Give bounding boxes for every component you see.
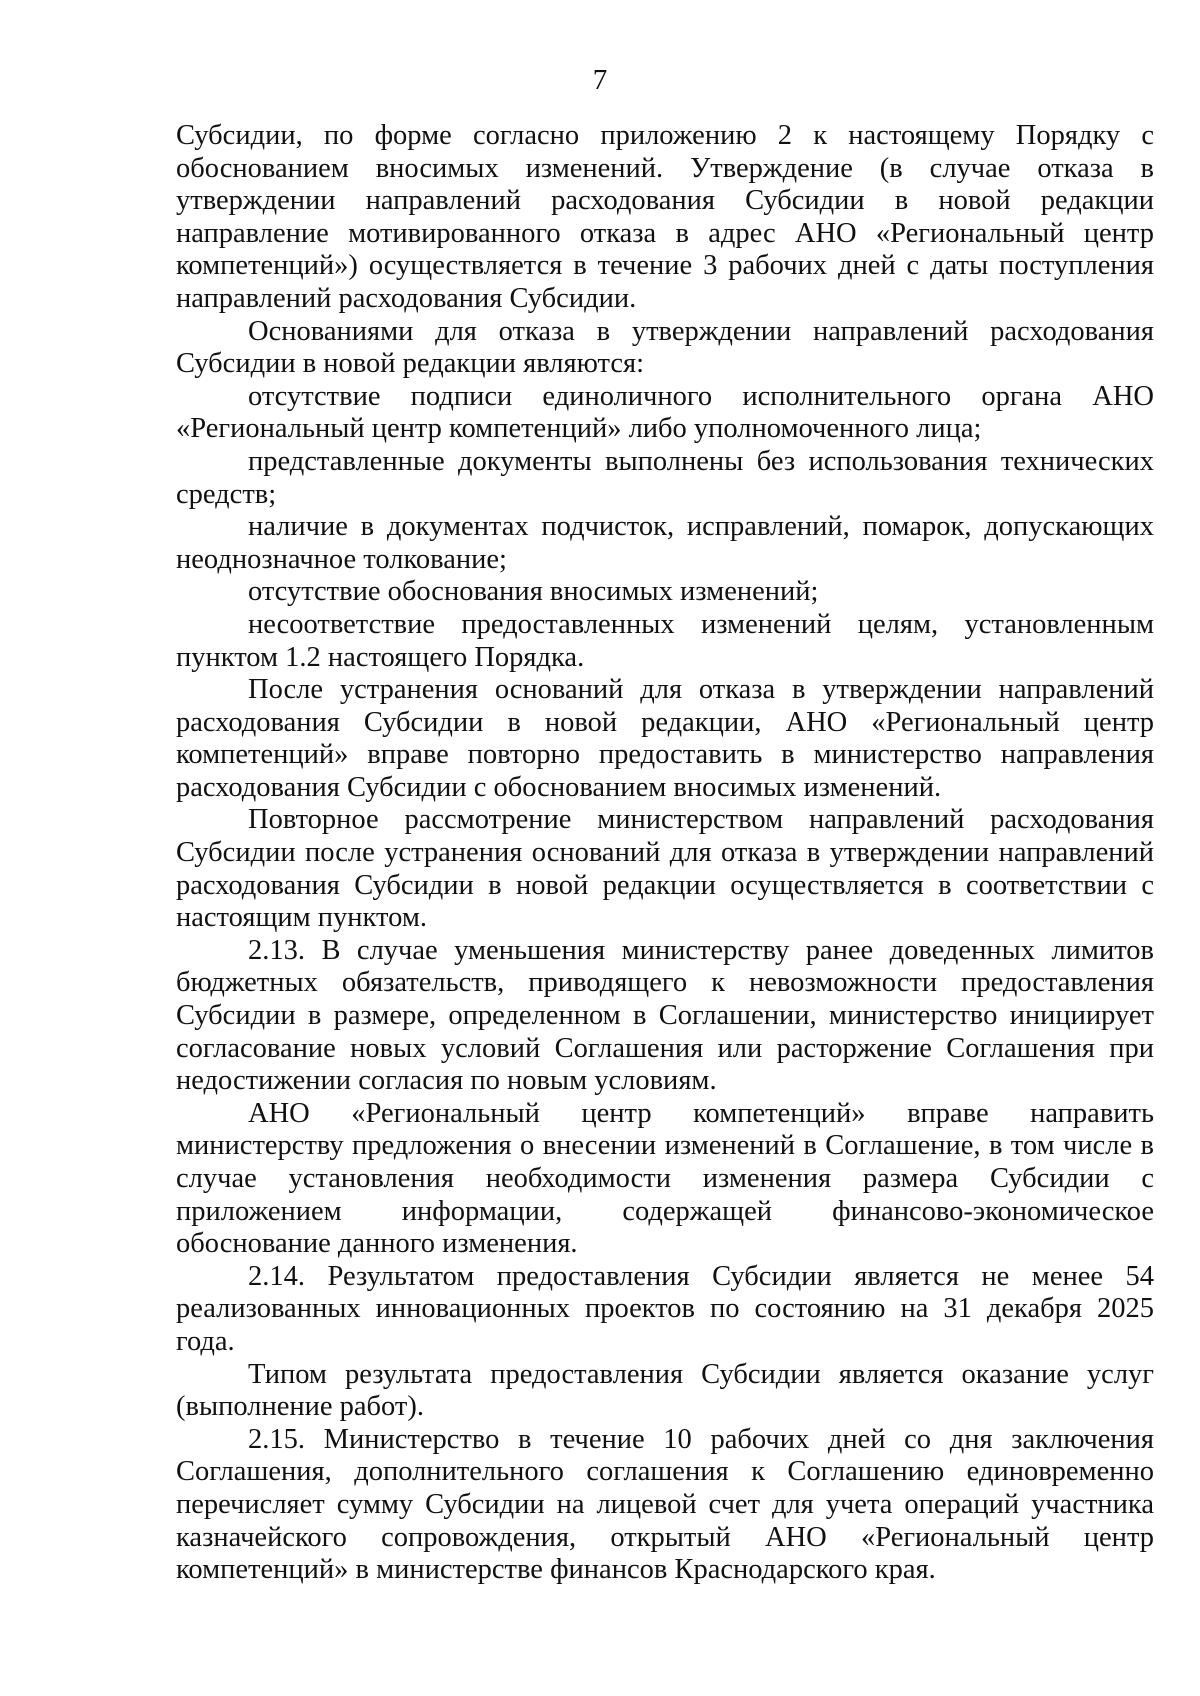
paragraph-amendment-proposals: АНО «Региональный центр компетенций» вправе направить министерству предложения о внесении изменений в Соглашение, в том числе в случае установления необходимости изменения размера Субсидии с приложением информации, содержащей финансово-экономическое обоснование данного изменения. xyxy=(176,1097,1154,1260)
paragraph-result-type: Типом результата предоставления Субсидии является оказание услуг (выполнение работ). xyxy=(176,1358,1154,1423)
paragraph-2-14: 2.14. Результатом предоставления Субсидии является не менее 54 реализованных инновационных проектов по состоянию на 31 декабря 2025 года. xyxy=(176,1260,1154,1357)
paragraph-repeated-review: Повторное рассмотрение министерством направлений расходования Субсидии после устранения оснований для отказа в утверждении направлений расходования Субсидии в новой редакции осуществляется в соответствии с настоящим пунктом. xyxy=(176,804,1154,934)
paragraph-2-15: 2.15. Министерство в течение 10 рабочих дней со дня заключения Соглашения, дополнительного соглашения к Соглашению единовременно перечисляет сумму Субсидии на лицевой счет для учета операций участника казначейского сопровождения, открытый АНО «Региональный центр компетенций» в министерстве финансов Краснодарского края. xyxy=(176,1423,1154,1586)
paragraph-refusal-grounds-intro: Основаниями для отказа в утверждении направлений расходования Субсидии в новой редакции являются: xyxy=(176,315,1154,380)
paragraph-ground-corrections: наличие в документах подчисток, исправлений, помарок, допускающих неоднозначное толкование; xyxy=(176,511,1154,575)
paragraph-ground-no-technical-means: представленные документы выполнены без использования технических средств; xyxy=(176,445,1154,510)
paragraph-resubmission: После устранения оснований для отказа в утверждении направлений расходования Субсидии в новой редакции, АНО «Региональный центр компетенций» вправе повторно предоставить в министерство направления расходования Субсидии с обоснованием вносимых изменений. xyxy=(176,674,1154,803)
document-body xyxy=(176,120,1154,1587)
paragraph-ground-no-justification: отсутствие обоснования вносимых изменений; xyxy=(248,576,819,608)
paragraph-ground-no-signature: отсутствие подписи единоличного исполнительного органа АНО «Региональный центр компетенций» либо уполномоченного лица; xyxy=(176,380,1154,445)
page-number: 7 xyxy=(592,64,608,96)
paragraph-2-13: 2.13. В случае уменьшения министерству ранее доведенных лимитов бюджетных обязательств, приводящего к невозможности предоставления Субсидии в размере, определенном в Соглашении, министерство инициирует согласование новых условий Соглашения или расторжение Соглашения при недостижении согласия по новым условиям. xyxy=(176,934,1154,1097)
paragraph-ground-mismatch-goals: несоответствие предоставленных изменений целям, установленным пунктом 1.2 настоящего Порядка. xyxy=(176,608,1154,673)
paragraph-subsidy-form-continuation: Субсидии, по форме согласно приложению 2 к настоящему Порядку с обоснованием вносимых изменений. Утверждение (в случае отказа в утверждении направлений расходования Субсидии в новой редакции направление мотивированного отказа в адрес АНО «Региональный центр компетенций») осуществляется в течение 3 рабочих дней с даты поступления направлений расходования Субсидии. xyxy=(176,120,1154,314)
